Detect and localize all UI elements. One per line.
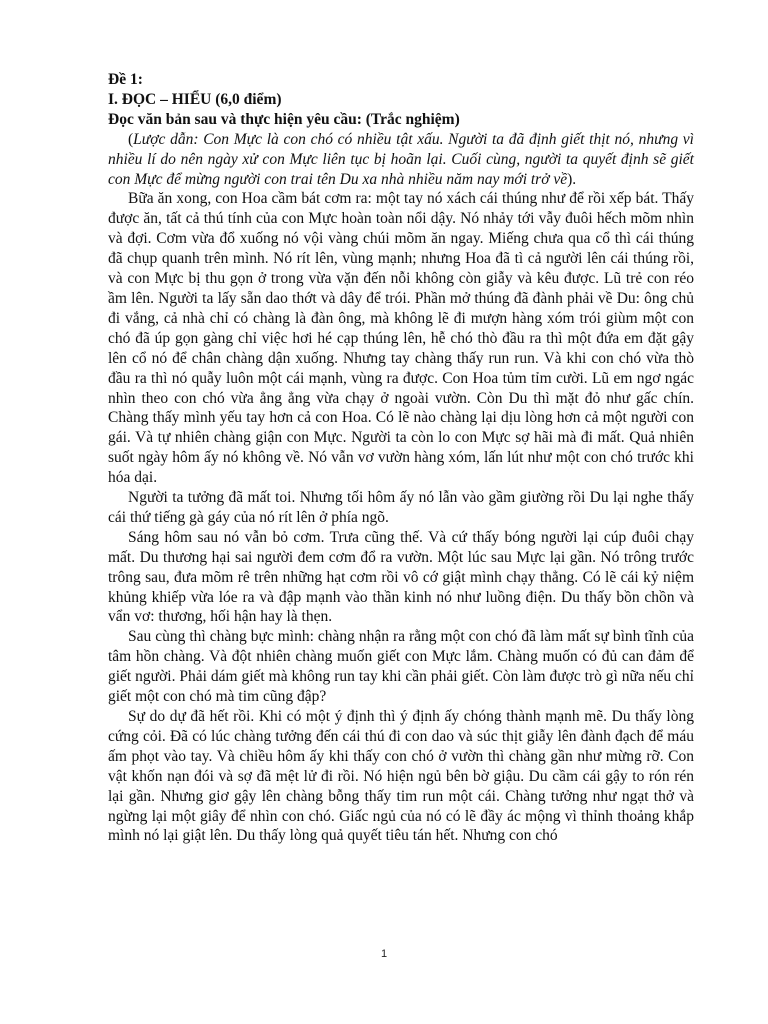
body-paragraph: Sau cùng thì chàng bực mình: chàng nhận ra rằng một con chó đã làm mất sự bình tĩnh của tâm hồn chàng. Và đột nhiên chàng muốn giết con Mực lắm. Chàng muốn có đủ can đảm để giết người. Phải dám giết mà không run tay khi cần phải giết. Còn làm được trò gì nữa nếu chỉ giết một con chó mà tim cũng đập? <box>108 628 694 706</box>
section-title: I. ĐỌC – HIỂU (6,0 điểm) <box>108 90 282 108</box>
intro-paragraph <box>108 130 694 190</box>
intro-open-paren: ( <box>128 130 134 148</box>
exam-title: Đề 1: <box>108 71 143 88</box>
instruction: Đọc văn bản sau và thực hiện yêu cầu: (Trắc nghiệm) <box>108 110 460 128</box>
body-paragraph: Người ta tưởng đã mất toi. Nhưng tối hôm ấy nó lẫn vào gầm giường rồi Du lại nghe thấy cái thứ tiếng gà gáy của nó rít lên ở phía ngõ. <box>108 489 694 526</box>
body-paragraph: Bữa ăn xong, con Hoa cầm bát cơm ra: một tay nó xách cái thúng như để rồi xếp bát. Thấy được ăn, tất cả thú tính của con Mực hoàn toàn nổi dậy. Nó nhảy tới vẫy đuôi hếch mõm nhìn và đợi. Cơm vừa đổ xuống nó vội vàng chúi mõm ăn ngay. Miếng chưa qua cổ thì cái thúng đã chụp quanh trên mình. Nó rít lên, vùng mạnh; nhưng Hoa đã tì cả người lên cái thúng rồi, và con Mực bị thu gọn ở trong vừa vặn đến nỗi không còn giẫy và kêu được. Lũ trẻ con réo ầm lên. Người ta lấy sẵn dao thớt và dây để trói. Phần mở thúng đã đành phải về Du: ông chủ đi vắng, cả nhà chỉ có chàng là đàn ông, mà không lẽ đi mượn hàng xóm trói giùm một con chó đã úp gọn gàng chỉ việc hơi hé cạp thúng lên, hễ chó thò đầu ra thì một đứa em đặt gậy lên cổ nó để chân chàng dận xuống. Nhưng tay chàng thấy run run. Và khi con chó vừa thò đầu ra thì nó quẫy luôn một cái mạnh, vùng ra được. Con Hoa tủm tỉm cười. Lũ em ngơ ngác nhìn theo con chó vừa ẳng ẳng vừa chạy ở ngoài vườn. Còn Du thì mặt đỏ như gấc chín. Chàng thấy mình yếu tay hơn cả con Hoa. Có lẽ nào chàng lại dịu lòng hơn cả một người con gái. Và tự nhiên chàng giận con Mực. Người ta còn lo con Mực sợ hãi mà đi mất. Quả nhiên suốt ngày hôm ấy nó không về. Nó vẫn vơ vườn hàng xóm, lấn lút như một con chó trước khi hóa dại. <box>108 190 694 487</box>
body-paragraph: Sáng hôm sau nó vẫn bỏ cơm. Trưa cũng thế. Và cứ thấy bóng người lại cúp đuôi chạy mất. Du thương hại sai người đem cơm đổ ra vườn. Một lúc sau Mực lại gần. Nó trông trước trông sau, đưa mõm rê trên những hạt cơm rồi vô cớ giật mình chạy thẳng. Có lẽ cái kỷ niệm khủng khiếp vừa lóe ra và đập mạnh vào thần kinh nó như luồng điện. Du thấy bồn chồn và vẩn vơ: thương, hối hận hay là thẹn. <box>108 528 694 626</box>
intro-close-paren: ). <box>567 170 577 188</box>
page-number: 1 <box>380 948 388 960</box>
body-paragraph: Sự do dự đã hết rồi. Khi có một ý định thì ý định ấy chóng thành mạnh mẽ. Du thấy lòng cứng cỏi. Đã có lúc chàng tưởng đến cái thú đi con dao và súc thịt giẫy lên đành đạch để máu ấm phọt vào tay. Và chiều hôm ấy khi thấy con chó ở vườn thì chàng gần như mừng rỡ. Con vật khốn nạn đói và sợ đã mệt lử đi rồi. Nó hiện ngủ bên bờ giậu. Du cầm cái gậy to rón rén lại gần. Nhưng giơ gậy lên chàng bỗng thấy tim run một cái. Chàng tưởng như ngạt thở và ngừng lại một giây để nhìn con chó. Giấc ngủ của nó có lẽ đầy ác mộng vì thỉnh thoảng khắp mình nó lại giật lên. Du thấy lòng quả quyết tiêu tán hết. Nhưng con chó <box>108 708 694 845</box>
intro-text: Lược dẫn: Con Mực là con chó có nhiều tật xấu. Người ta đã định giết thịt nó, nhưng vì nhiều lí do nên ngày xử con Mực liên tục bị hoãn lại. Cuối cùng, người ta quyết định sẽ giết con Mực để mừng người con trai tên Du xa nhà nhiều năm nay mới trở về <box>108 130 694 188</box>
document-page <box>108 70 694 846</box>
